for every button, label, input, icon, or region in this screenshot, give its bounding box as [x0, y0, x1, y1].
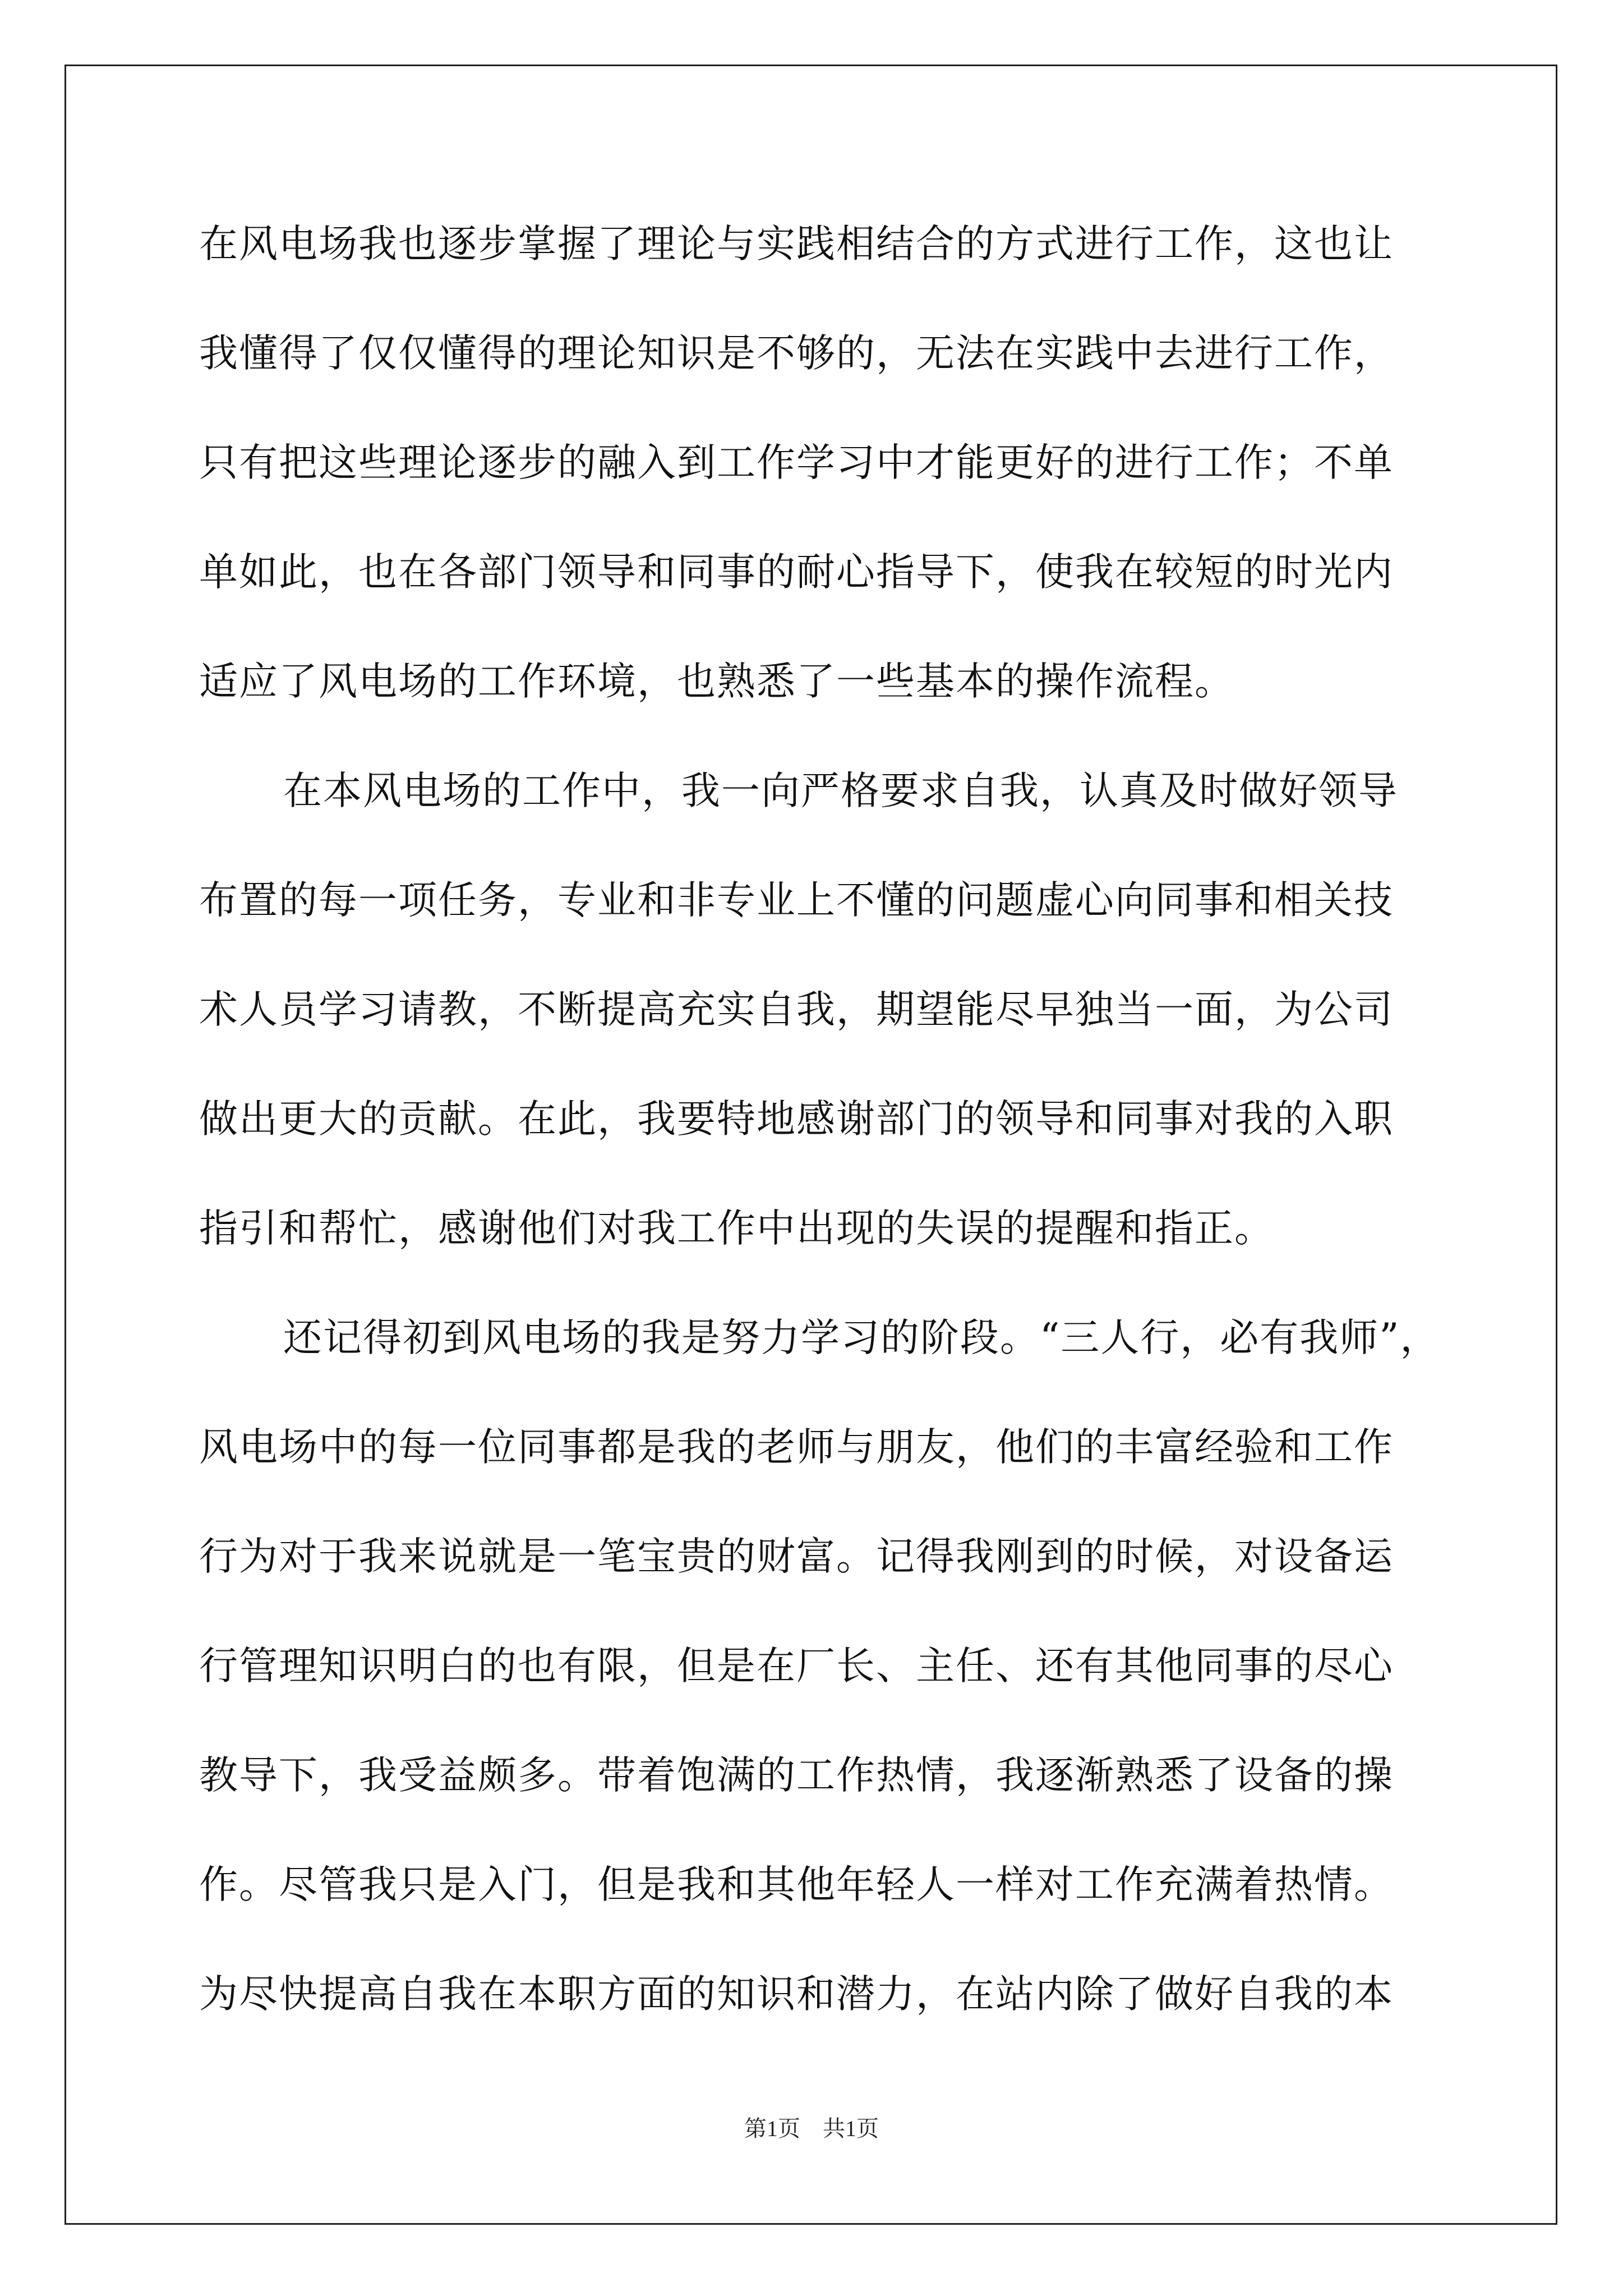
- text-line: 我懂得了仅仅懂得的理论知识是不够的，无法在实践中去进行工作，: [199, 331, 1394, 376]
- text-line: 只有把这些理论逐步的融入到工作学习中才能更好的进行工作；不单: [199, 440, 1394, 485]
- text-line: 教导下，我受益颇多。带着饱满的工作热情，我逐渐熟悉了设备的操: [199, 1753, 1394, 1798]
- text-line: 术人员学习请教，不断提高充实自我，期望能尽早独当一面，为公司: [199, 987, 1394, 1032]
- text-line: 指引和帮忙，感谢他们对我工作中出现的失误的提醒和指正。: [199, 1206, 1274, 1251]
- page-footer: 第1页 共1页: [744, 2116, 879, 2141]
- text-line: 做出更大的贡献。在此，我要特地感谢部门的领导和同事对我的入职: [199, 1097, 1394, 1142]
- paragraph-first-line: 在本风电场的工作中，我一向严格要求自我，认真及时做好领导: [283, 769, 1398, 813]
- text-line: 单如此，也在各部门领导和同事的耐心指导下，使我在较短的时光内: [199, 550, 1394, 595]
- text-line: 布置的每一项任务，专业和非专业上不懂的问题虚心向同事和相关技: [199, 878, 1394, 923]
- text-line: 作。尽管我只是入门，但是我和其他年轻人一样对工作充满着热情。: [199, 1862, 1394, 1907]
- text-line: 适应了风电场的工作环境，也熟悉了一些基本的操作流程。: [199, 659, 1234, 704]
- paragraph-first-line: 还记得初到风电场的我是努力学习的阶段。“三人行，必有我师”，: [283, 1315, 1440, 1360]
- text-line: 风电场中的每一位同事都是我的老师与朋友，他们的丰富经验和工作: [199, 1425, 1394, 1470]
- text-line: 行管理知识明白的也有限，但是在厂长、主任、还有其他同事的尽心: [199, 1644, 1394, 1688]
- document-body: [199, 222, 1440, 2081]
- text-line: 行为对于我来说就是一笔宝贵的财富。记得我刚到的时候，对设备运: [199, 1534, 1394, 1579]
- text-line: 在风电场我也逐步掌握了理论与实践相结合的方式进行工作，这也让: [199, 222, 1394, 266]
- text-line: 为尽快提高自我在本职方面的知识和潜力，在站内除了做好自我的本: [199, 1972, 1394, 2017]
